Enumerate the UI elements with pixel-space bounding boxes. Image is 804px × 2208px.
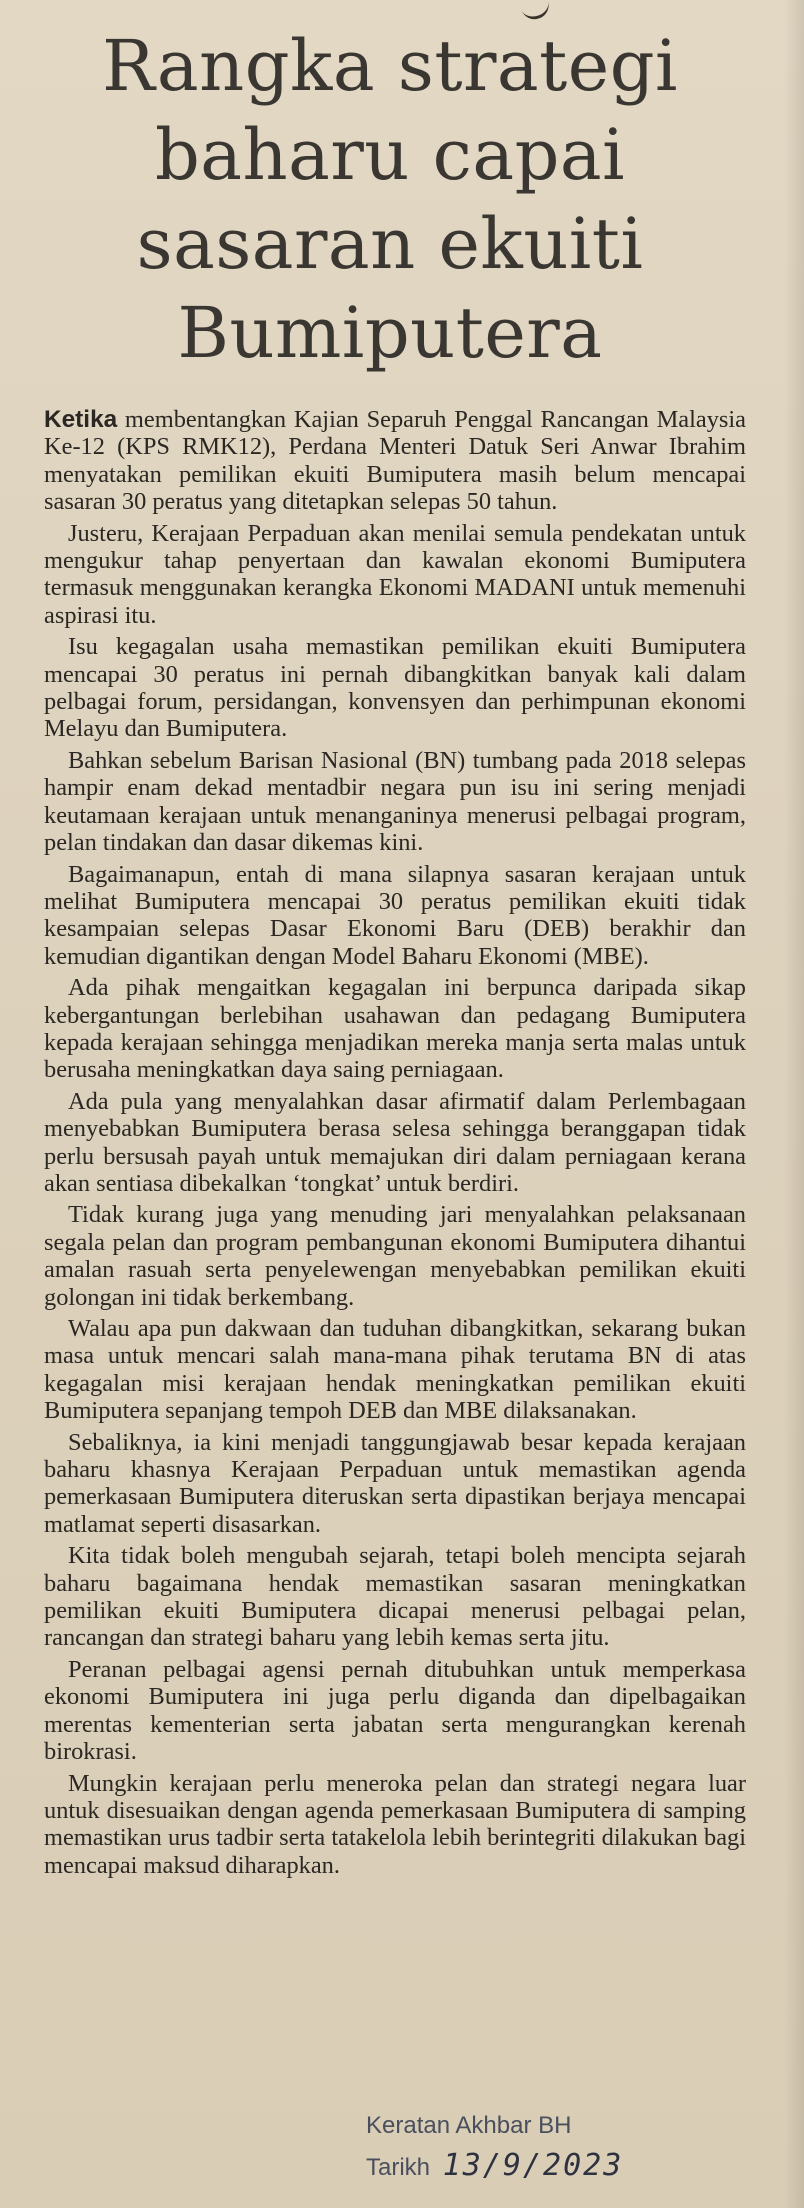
article-headline — [40, 22, 740, 378]
stamp-date-label: Tarikh — [366, 2154, 431, 2181]
page-edge-shadow — [784, 0, 804, 2208]
stamp-date-row — [366, 2146, 666, 2188]
stamp-source: Keratan Akhbar BH — [366, 2112, 572, 2139]
article-paragraph: Sebaliknya, ia kini menjadi tanggungjawab besar kepada kerajaan baharu khasnya Kerajaan Perpaduan untuk memastikan agenda pemerkasaan Bumiputera diteruskan serta dipastikan berjaya mencapai matlamat seperti disasarkan. — [44, 1428, 746, 1538]
clipping-stamp — [366, 2106, 666, 2188]
article-paragraph: Mungkin kerajaan perlu meneroka pelan dan strategi negara luar untuk disesuaikan dengan agenda pemerkasaan Bumiputera di samping memastikan urus tadbir serta tatakelola lebih berintegriti dilakukan bagi mencapai maksud diharapkan. — [44, 1769, 746, 1879]
article-paragraph: Peranan pelbagai agensi pernah ditubuhkan untuk memperkasa ekonomi Bumiputera ini juga perlu diganda dan dipelbagaikan merentas kementerian serta jabatan serta mengurangkan kerenah birokrasi. — [44, 1655, 746, 1766]
headline-line: Rangka strategi — [102, 25, 678, 107]
article-paragraph — [44, 406, 746, 516]
stamp-date-value: 13/9/2023 — [442, 2148, 624, 2183]
article-paragraph: Justeru, Kerajaan Perpaduan akan menilai semula pendekatan untuk mengukur tahap penyertaan dan kawalan ekonomi Bumiputera termasuk menggunakan kerangka Ekonomi MADANI untuk memenuhi aspirasi itu. — [44, 519, 746, 629]
article-paragraph: Tidak kurang juga yang menuding jari menyalahkan pelaksanaan segala pelan dan program pembangunan ekonomi Bumiputera dihantui amalan rasuah serta penyelewengan menyebabkan pemilikan ekuiti golongan ini tidak berkembang. — [44, 1201, 746, 1311]
headline-line: sasaran ekuiti — [136, 203, 644, 285]
article-paragraph: Kita tidak boleh mengubah sejarah, tetapi boleh mencipta sejarah baharu bagaimana hendak memastikan sasaran meningkatkan pemilikan ekuiti Bumiputera dicapai menerusi pelbagai pelan, rancangan dan strategi baharu yang lebih kemas serta jitu. — [44, 1542, 746, 1652]
article-paragraph: Bahkan sebelum Barisan Nasional (BN) tumbang pada 2018 selepas hampir enam dekad mentadbir negara pun isu ini sering menjadi keutamaan kerajaan untuk menanganinya menerusi pelbagai program, pelan tindakan dan dasar dikemas kini. — [44, 746, 746, 857]
article-paragraph: Bagaimanapun, entah di mana silapnya sasaran kerajaan untuk melihat Bumiputera mencapai 30 peratus pemilikan ekuiti tidak kesampaian selepas Dasar Ekonomi Baru (DEB) berakhir dan kemudian digantikan dengan Model Baharu Ekonomi (MBE). — [44, 860, 746, 970]
first-paragraph-text: membentangkan Kajian Separuh Penggal Rancangan Malaysia Ke-12 (KPS RMK12), Perdana Menteri Datuk Seri Anwar Ibrahim menyatakan pemilikan ekuiti Bumiputera masih belum mencapai sasaran 30 peratus yang ditetapkan selepas 50 tahun. — [44, 406, 746, 516]
article-paragraph: Isu kegagalan usaha memastikan pemilikan ekuiti Bumiputera mencapai 30 peratus ini pernah dibangkitkan banyak kali dalam pelbagai forum, persidangan, konvensyen dan perhimpunan ekonomi Melayu dan Bumiputera. — [44, 633, 746, 743]
article-paragraph: Ada pula yang menyalahkan dasar afirmatif dalam Perlembagaan menyebabkan Bumiputera berasa selesa sehingga beranggapan tidak perlu bersusah payah untuk memajukan diri dalam perniagaan kerana akan sentiasa dibekalkan ‘tongkat’ untuk berdiri. — [44, 1087, 746, 1197]
article-paragraph: Ada pihak mengaitkan kegagalan ini berpunca daripada sikap kebergantungan berlebihan usahawan dan pedagang Bumiputera kepada kerajaan sehingga menjadikan mereka manja serta malas untuk berusaha meningkatkan daya saing perniagaan. — [44, 974, 746, 1084]
headline-line: Bumiputera — [177, 292, 603, 374]
article-body — [44, 406, 746, 1883]
lead-word: Ketika — [44, 406, 118, 433]
article-paragraph: Walau apa pun dakwaan dan tuduhan dibangkitkan, sekarang bukan masa untuk mencari salah mana-mana pihak terutama BN di atas kegagalan misi kerajaan hendak meningkatkan pemilikan ekuiti Bumiputera sepanjang tempoh DEB dan MBE dilaksanakan. — [44, 1315, 746, 1425]
headline-line: baharu capai — [154, 114, 626, 196]
